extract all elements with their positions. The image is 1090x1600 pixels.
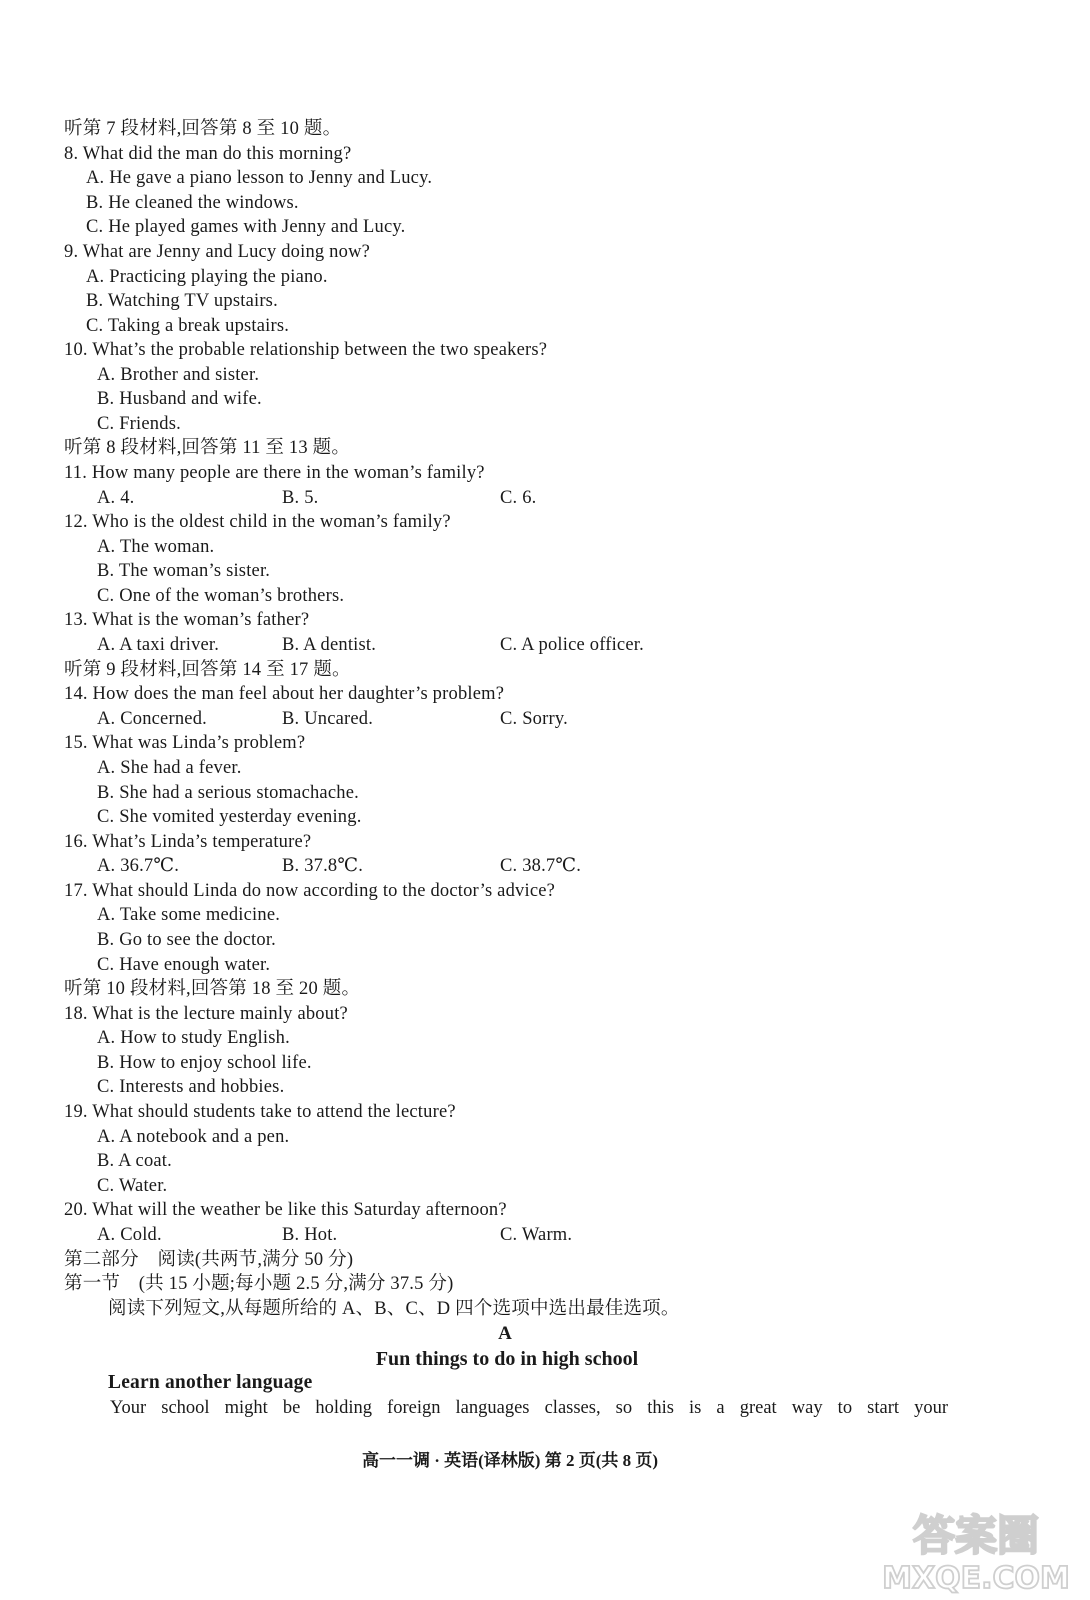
- question-18: 18. What is the lecture mainly about?: [64, 1004, 348, 1024]
- option-13c: C. A police officer.: [500, 635, 644, 655]
- section-one-heading: 第一节 (共 15 小题;每小题 2.5 分,满分 37.5 分): [64, 1274, 454, 1294]
- option-8b: B. He cleaned the windows.: [86, 193, 299, 213]
- option-18a: A. How to study English.: [97, 1028, 290, 1048]
- question-10: 10. What’s the probable relationship between the two speakers?: [64, 340, 548, 360]
- watermark-cn-mark: 答案圈: [912, 1511, 1040, 1560]
- section-heading-9: 听第 9 段材料,回答第 14 至 17 题。: [64, 660, 351, 680]
- question-16: 16. What’s Linda’s temperature?: [64, 832, 312, 852]
- option-17b: B. Go to see the doctor.: [97, 930, 276, 950]
- option-13a: A. A taxi driver.: [97, 635, 220, 655]
- option-11a: A. 4.: [97, 488, 135, 508]
- part-two-heading: 第二部分 阅读(共两节,满分 50 分): [64, 1250, 354, 1270]
- option-17c: C. Have enough water.: [97, 955, 271, 975]
- option-14a: A. Concerned.: [97, 709, 207, 729]
- option-13b: B. A dentist.: [282, 635, 377, 655]
- option-20a: A. Cold.: [97, 1225, 162, 1245]
- option-16b: B. 37.8℃.: [282, 856, 364, 876]
- option-11b: B. 5.: [282, 488, 319, 508]
- section-heading-10: 听第 10 段材料,回答第 18 至 20 题。: [64, 979, 361, 999]
- option-16a: A. 36.7℃.: [97, 856, 180, 876]
- question-14: 14. How does the man feel about her daughter’s problem?: [64, 684, 505, 704]
- option-15b: B. She had a serious stomachache.: [97, 783, 359, 803]
- question-8: 8. What did the man do this morning?: [64, 144, 352, 164]
- option-11c: C. 6.: [500, 488, 537, 508]
- question-13: 13. What is the woman’s father?: [64, 610, 310, 630]
- option-20c: C. Warm.: [500, 1225, 573, 1245]
- question-12: 12. Who is the oldest child in the woman’s family?: [64, 512, 451, 532]
- option-12a: A. The woman.: [97, 537, 215, 557]
- option-12b: B. The woman’s sister.: [97, 561, 271, 581]
- reading-instructions: 阅读下列短文,从每题所给的 A、B、C、D 四个选项中选出最佳选项。: [108, 1299, 680, 1319]
- page-footer: 高一一调 · 英语(译林版) 第 2 页(共 8 页): [361, 1451, 659, 1470]
- watermark-url-mark: MXQE.COM: [882, 1561, 1070, 1594]
- question-9: 9. What are Jenny and Lucy doing now?: [64, 242, 371, 262]
- option-8a: A. He gave a piano lesson to Jenny and Lucy.: [86, 168, 433, 188]
- option-20b: B. Hot.: [282, 1225, 338, 1245]
- option-10a: A. Brother and sister.: [97, 365, 260, 385]
- section-heading-8: 听第 8 段材料,回答第 11 至 13 题。: [64, 438, 351, 458]
- option-10c: C. Friends.: [97, 414, 181, 434]
- passage-title: Fun things to do in high school: [375, 1348, 639, 1370]
- section-heading-7: 听第 7 段材料,回答第 8 至 10 题。: [64, 119, 342, 139]
- option-16c: C. 38.7℃.: [500, 856, 582, 876]
- option-9c: C. Taking a break upstairs.: [86, 316, 290, 336]
- option-15c: C. She vomited yesterday evening.: [97, 807, 362, 827]
- question-19: 19. What should students take to attend the lecture?: [64, 1102, 456, 1122]
- option-19c: C. Water.: [97, 1176, 168, 1196]
- option-10b: B. Husband and wife.: [97, 389, 262, 409]
- watermark-graphic: [876, 1502, 1076, 1594]
- option-15a: A. She had a fever.: [97, 758, 242, 778]
- question-17: 17. What should Linda do now according to the doctor’s advice?: [64, 881, 556, 901]
- question-11: 11. How many people are there in the woman’s family?: [64, 463, 485, 483]
- passage-first-line: Your school might be holding foreign languages classes, so this is a great way to start your: [110, 1398, 948, 1418]
- option-9a: A. Practicing playing the piano.: [86, 267, 328, 287]
- option-18c: C. Interests and hobbies.: [97, 1077, 285, 1097]
- option-17a: A. Take some medicine.: [97, 905, 281, 925]
- option-19a: A. A notebook and a pen.: [97, 1127, 290, 1147]
- question-15: 15. What was Linda’s problem?: [64, 733, 306, 753]
- passage-letter: A: [498, 1323, 512, 1344]
- question-20: 20. What will the weather be like this Saturday afternoon?: [64, 1200, 507, 1220]
- option-8c: C. He played games with Jenny and Lucy.: [86, 217, 406, 237]
- watermark-logo: [876, 1502, 1076, 1594]
- option-9b: B. Watching TV upstairs.: [86, 291, 278, 311]
- option-14c: C. Sorry.: [500, 709, 568, 729]
- passage-subheading: Learn another language: [108, 1372, 313, 1393]
- option-12c: C. One of the woman’s brothers.: [97, 586, 345, 606]
- option-18b: B. How to enjoy school life.: [97, 1053, 312, 1073]
- option-14b: B. Uncared.: [282, 709, 374, 729]
- option-19b: B. A coat.: [97, 1151, 172, 1171]
